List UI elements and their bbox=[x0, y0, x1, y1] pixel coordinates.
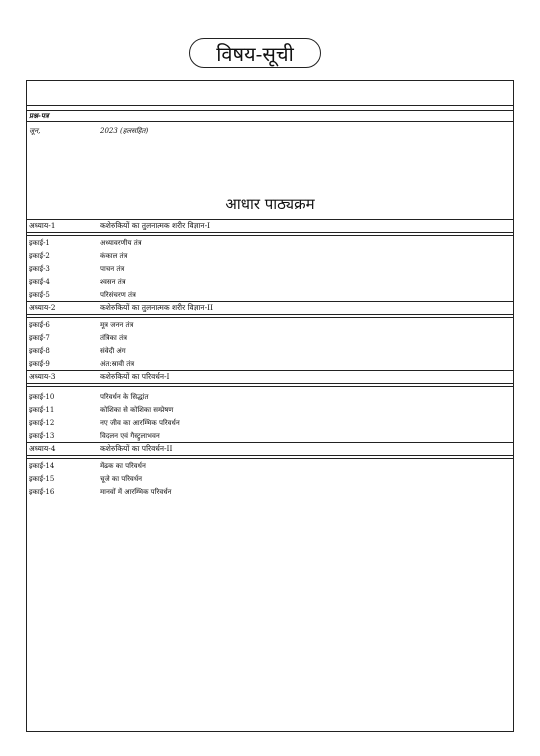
chapter-number: अध्याय-2 bbox=[29, 303, 56, 312]
chapter-title: कशेरुकियों का तुलनात्मक शरीर विज्ञान-II bbox=[100, 303, 214, 312]
unit-number: इकाई-2 bbox=[29, 252, 50, 260]
paper-label: प्रश्न-पत्र bbox=[29, 111, 49, 120]
unit-number: इकाई-1 bbox=[29, 239, 50, 247]
unit-title: चूजे का परिवर्धन bbox=[100, 475, 143, 483]
divider bbox=[27, 442, 513, 443]
unit-number: इकाई-4 bbox=[29, 278, 50, 286]
unit-title: अंत:स्रावी तंत्र bbox=[100, 360, 135, 368]
unit-number: इकाई-13 bbox=[29, 432, 55, 440]
unit-title: कंकाल तंत्र bbox=[100, 252, 128, 260]
divider bbox=[27, 121, 513, 122]
unit-title: मानवों में आरम्भिक परिवर्धन bbox=[100, 488, 172, 496]
base-course-heading: आधार पाठ्यक्रम bbox=[225, 195, 315, 213]
chapter-title: कशेरुकियों का तुलनात्मक शरीर विज्ञान-I bbox=[100, 221, 211, 230]
divider bbox=[27, 370, 513, 371]
divider bbox=[27, 383, 513, 387]
page-title: विषय-सूची bbox=[189, 38, 321, 68]
divider bbox=[27, 105, 513, 106]
unit-title: तंत्रिका तंत्र bbox=[100, 334, 127, 342]
unit-title: नए जीव का आरम्भिक परिवर्धन bbox=[100, 419, 180, 427]
divider bbox=[27, 232, 513, 236]
unit-number: इकाई-14 bbox=[29, 462, 55, 470]
unit-number: इकाई-8 bbox=[29, 347, 50, 355]
unit-title: कोशिका से कोशिका सम्प्रेषण bbox=[100, 406, 174, 414]
unit-number: इकाई-5 bbox=[29, 291, 50, 299]
unit-number: इकाई-15 bbox=[29, 475, 55, 483]
chapter-number: अध्याय-4 bbox=[29, 444, 56, 453]
unit-title: अध्यावरणीय तंत्र bbox=[100, 239, 142, 247]
unit-number: इकाई-10 bbox=[29, 393, 55, 401]
unit-number: इकाई-16 bbox=[29, 488, 55, 496]
unit-title: परिवर्धन के सिद्धांत bbox=[100, 393, 149, 401]
contents-table bbox=[26, 80, 514, 732]
unit-number: इकाई-7 bbox=[29, 334, 50, 342]
unit-number: इकाई-11 bbox=[29, 406, 55, 414]
divider bbox=[27, 455, 513, 459]
unit-number: इकाई-9 bbox=[29, 360, 50, 368]
divider bbox=[27, 301, 513, 302]
unit-title: परिसंचरण तंत्र bbox=[100, 291, 136, 299]
unit-title: मेंढक का परिवर्धन bbox=[100, 462, 146, 470]
unit-title: संवेदी अंग bbox=[100, 347, 126, 355]
unit-number: इकाई-3 bbox=[29, 265, 50, 273]
unit-number: इकाई-6 bbox=[29, 321, 50, 329]
paper-row-left: जून, bbox=[29, 127, 41, 135]
paper-row-right: 2023 (हलसहित) bbox=[100, 127, 149, 135]
divider bbox=[27, 110, 513, 111]
chapter-number: अध्याय-3 bbox=[29, 372, 56, 381]
unit-title: मूत्र जनन तंत्र bbox=[100, 321, 134, 329]
chapter-number: अध्याय-1 bbox=[29, 221, 56, 230]
divider bbox=[27, 314, 513, 318]
chapter-title: कशेरुकियों का परिवर्धन-I bbox=[100, 372, 170, 381]
divider bbox=[27, 219, 513, 220]
unit-title: पाचन तंत्र bbox=[100, 265, 125, 273]
unit-title: श्वसन तंत्र bbox=[100, 278, 126, 286]
unit-number: इकाई-12 bbox=[29, 419, 55, 427]
chapter-title: कशेरुकियों का परिवर्धन-II bbox=[100, 444, 173, 453]
unit-title: विदलन एवं गैस्ट्रुलाभवन bbox=[100, 432, 160, 440]
